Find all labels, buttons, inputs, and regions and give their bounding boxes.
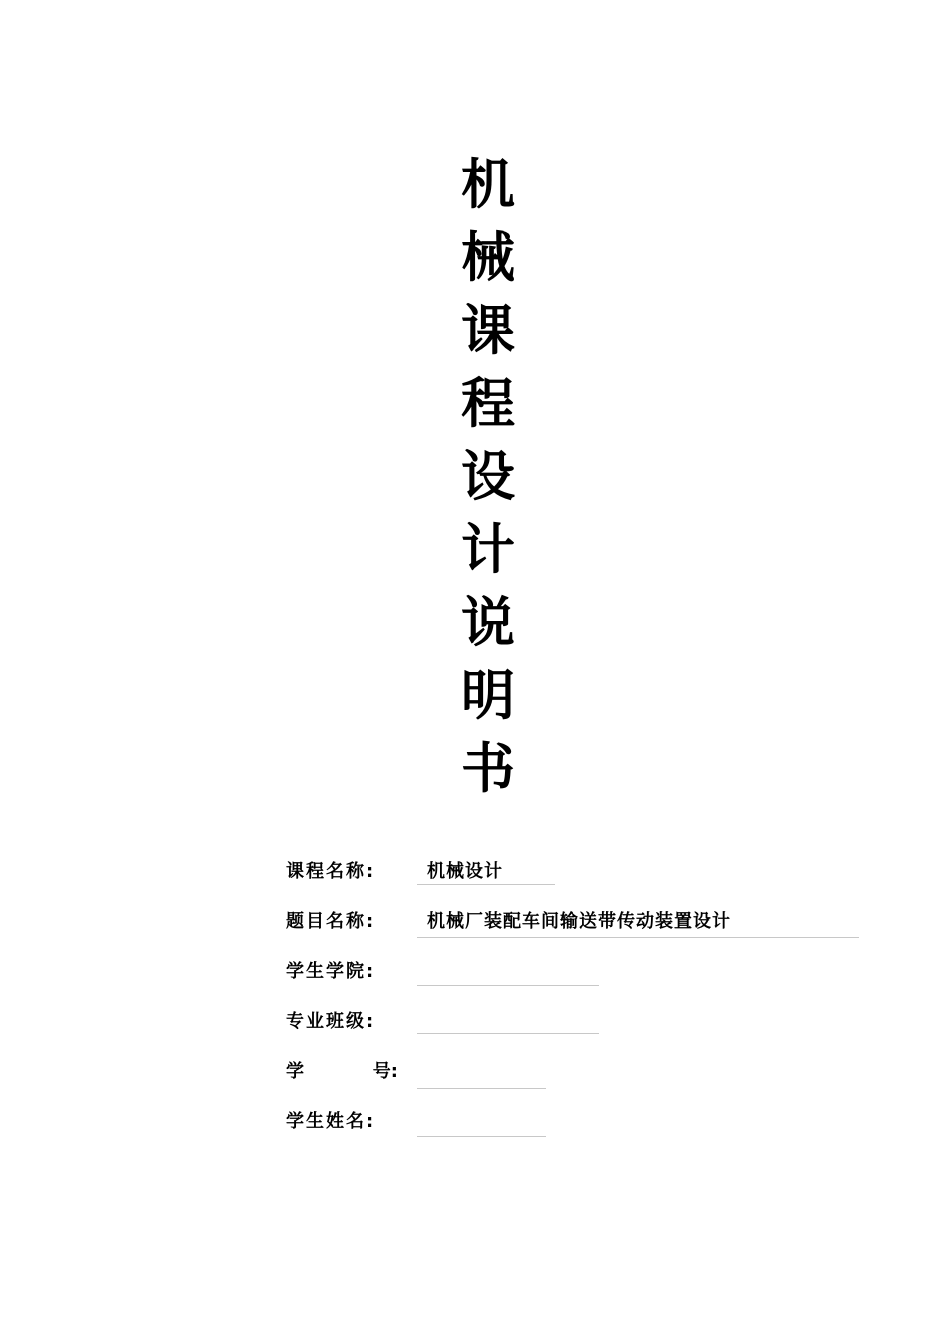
title-char: 计: [461, 517, 515, 581]
student-id-label-part: 学: [286, 1061, 304, 1082]
student-id-label-part: 号:: [372, 1061, 398, 1082]
course-name-label: 课程名称:: [286, 861, 376, 882]
document-title: [440, 148, 536, 805]
topic-name-value: 机械厂装配车间输送带传动装置设计: [427, 911, 731, 932]
course-name-underline: [417, 884, 555, 885]
student-name-label: 学生姓名:: [286, 1111, 376, 1132]
title-char: 书: [461, 736, 515, 800]
title-char: 程: [461, 371, 515, 435]
course-name-value: 机械设计: [427, 861, 503, 882]
title-char: 课: [461, 298, 515, 362]
college-underline: [417, 985, 599, 986]
class-label: 专业班级:: [286, 1011, 376, 1032]
student-name-underline: [417, 1136, 546, 1137]
title-char: 设: [461, 444, 515, 508]
topic-name-underline: [417, 937, 859, 938]
title-char: 明: [461, 663, 515, 727]
topic-name-label: 题目名称:: [286, 911, 376, 932]
title-char: 机: [461, 152, 515, 216]
college-label: 学生学院:: [286, 961, 376, 982]
student-id-underline: [417, 1088, 546, 1089]
student-id-label: [286, 1060, 398, 1084]
class-underline: [417, 1033, 599, 1034]
title-char: 械: [461, 225, 515, 289]
title-char: 说: [461, 590, 515, 654]
